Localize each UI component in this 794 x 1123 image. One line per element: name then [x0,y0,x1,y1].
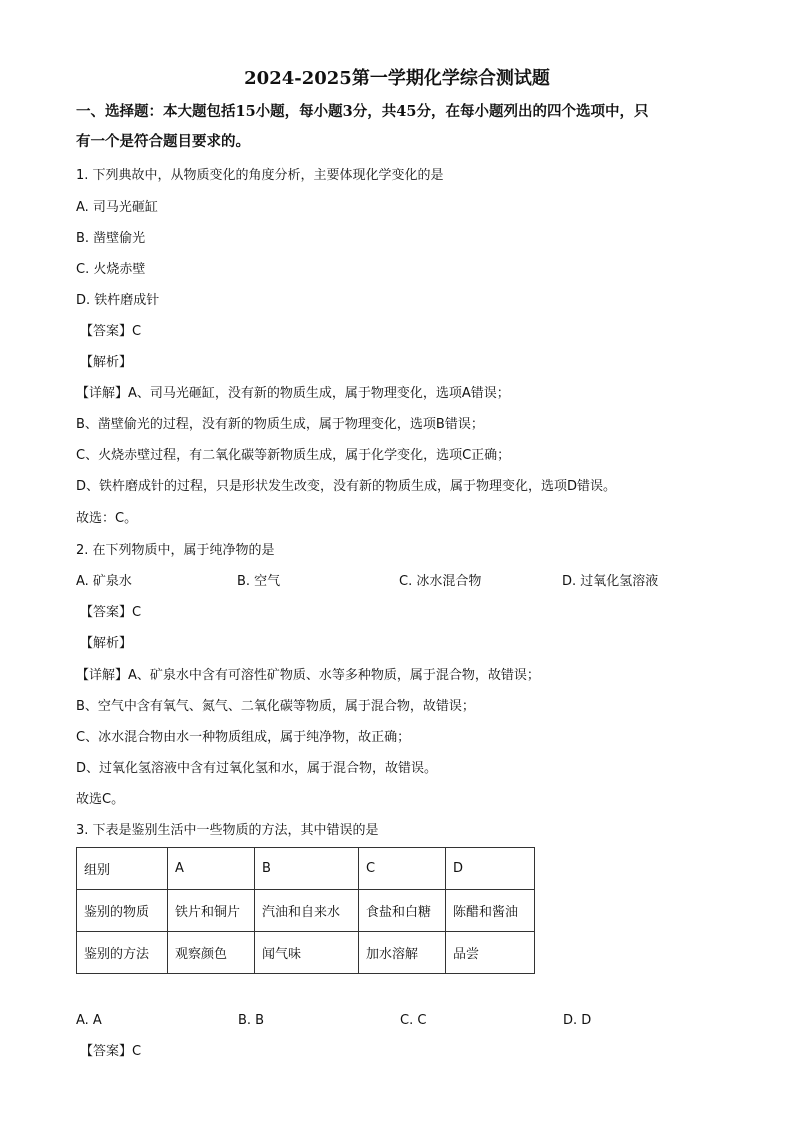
table-cell: 食盐和白糖 [359,890,446,932]
q2-detail-2: B、空气中含有氧气、氮气、二氧化碳等物质，属于混合物，故错误； [76,699,475,714]
table-row [77,890,535,932]
table-cell: B [255,848,359,890]
table-cell: 品尝 [446,932,535,974]
q2-analysis-label: 【解析】 [80,636,133,651]
q3-stem: 3. 下表是鉴别生活中一些物质的方法，其中错误的是 [76,823,379,838]
table-cell: 观察颜色 [168,932,255,974]
q3-answer: 【答案】C [80,1044,142,1059]
q1-conclusion: 故选：C。 [76,511,138,526]
q1-option-a: A. 司马光砸缸 [76,200,158,215]
identification-table [76,847,535,974]
q2-answer: 【答案】C [80,605,142,620]
q1-option-c: C. 火烧赤壁 [76,262,146,277]
page-title: 2024-2025第一学期化学综合测试题 [244,68,550,89]
q1-detail-1: 【详解】A、司马光砸缸，没有新的物质生成，属于物理变化，选项A错误； [76,386,510,401]
q3-option-d: D. D [563,1013,592,1028]
table-row [77,848,535,890]
table-cell: C [359,848,446,890]
table-cell: 汽油和自来水 [255,890,359,932]
q2-conclusion: 故选C。 [76,792,125,807]
table-cell: 组别 [77,848,168,890]
section-heading [76,97,726,157]
q1-option-b: B. 凿壁偷光 [76,231,146,246]
table-cell: 鉴别的方法 [77,932,168,974]
q1-answer: 【答案】C [80,324,142,339]
q1-stem: 1. 下列典故中，从物质变化的角度分析，主要体现化学变化的是 [76,168,444,183]
table-cell: 鉴别的物质 [77,890,168,932]
q3-option-b: B. B [238,1013,265,1028]
section-heading-line-1: 一、选择题：本大题包括15小题，每小题3分，共45分，在每小题列出的四个选项中，只 [76,103,649,120]
q2-stem: 2. 在下列物质中，属于纯净物的是 [76,543,275,558]
table-cell: 闻气味 [255,932,359,974]
section-heading-line-2: 有一个是符合题目要求的。 [76,133,250,150]
q2-option-b: B. 空气 [237,574,281,589]
q2-option-c: C. 冰水混合物 [399,574,482,589]
table-cell: 铁片和铜片 [168,890,255,932]
q2-detail-4: D、过氧化氢溶液中含有过氧化氢和水，属于混合物，故错误。 [76,761,438,776]
table-cell: D [446,848,535,890]
q1-detail-3: C、火烧赤壁过程，有二氧化碳等新物质生成，属于化学变化，选项C正确； [76,448,511,463]
q1-option-d: D. 铁杵磨成针 [76,293,160,308]
q2-detail-1: 【详解】A、矿泉水中含有可溶性矿物质、水等多种物质，属于混合物，故错误； [76,668,540,683]
table-row [77,932,535,974]
table-cell: A [168,848,255,890]
q3-option-c: C. C [400,1013,427,1028]
q1-detail-4: D、铁杵磨成针的过程，只是形状发生改变，没有新的物质生成，属于物理变化，选项D错误。 [76,479,617,494]
q2-option-a: A. 矿泉水 [76,574,132,589]
q2-option-d: D. 过氧化氢溶液 [562,574,659,589]
table-cell: 陈醋和酱油 [446,890,535,932]
q3-option-a: A. A [76,1013,102,1028]
table-cell: 加水溶解 [359,932,446,974]
q1-analysis-label: 【解析】 [80,355,133,370]
q1-detail-2: B、凿壁偷光的过程，没有新的物质生成，属于物理变化，选项B错误； [76,417,484,432]
q2-detail-3: C、冰水混合物由水一种物质组成，属于纯净物，故正确； [76,730,411,745]
